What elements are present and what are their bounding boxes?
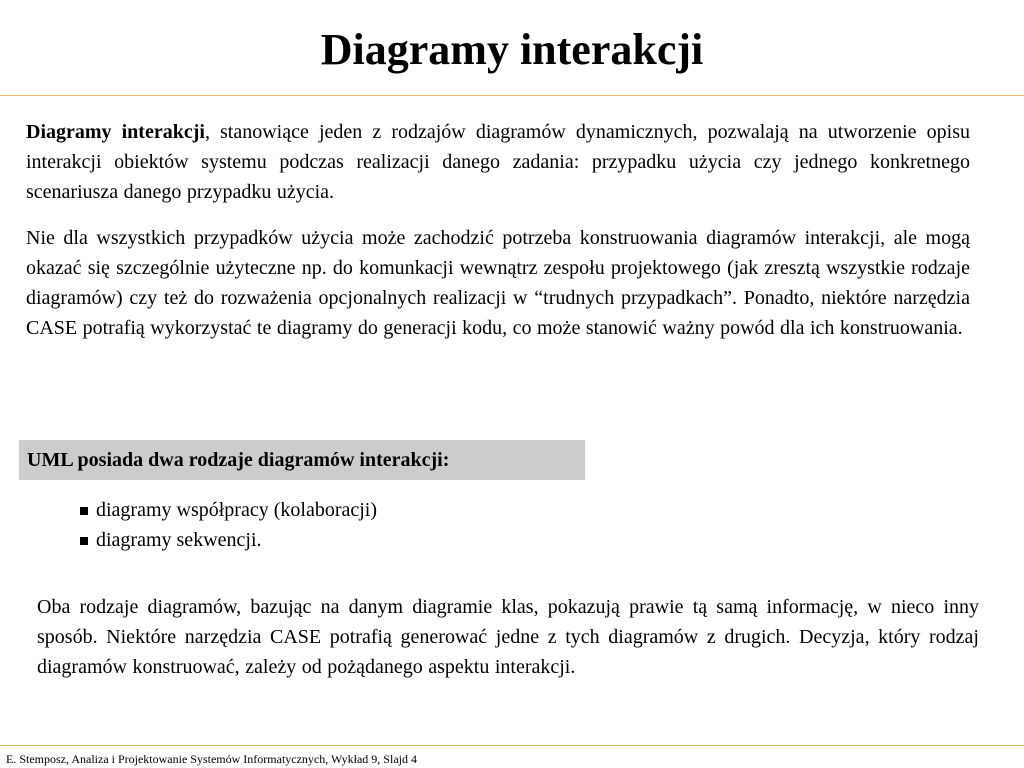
- slide-title: Diagramy interakcji: [320, 25, 704, 74]
- title-divider: [0, 95, 1024, 96]
- intro-lead-term: Diagramy interakcji: [26, 121, 205, 143]
- banner-heading: UML posiada dwa rodzaje diagramów interakcji:: [27, 449, 450, 471]
- footer-divider: [0, 745, 1024, 746]
- summary-paragraph: Oba rodzaje diagramów, bazując na danym diagramie klas, pokazują prawie tą samą informację, w nieco inny sposób. Niektóre narzędzia CASE potrafią generować jedne z tych diagramów z drugich. Decyzja, który rodzaj diagramów konstruować, zależy od pożądanego aspektu interakcji.: [37, 596, 979, 678]
- intro-text: , stanowiące jeden z rodzajów diagramów dynamicznych, pozwalają na utworzenie opisu interakcji obiektów systemu podczas realizacji danego zadania: przypadku użycia czy jednego konkretnego scenariusza danego przypadku użycia.: [26, 121, 970, 203]
- intro-paragraph: [26, 117, 970, 207]
- diagram-types-list: [80, 495, 377, 555]
- list-item-label: diagramy sekwencji.: [96, 529, 262, 551]
- usage-paragraph: Nie dla wszystkich przypadków użycia może zachodzić potrzeba konstruowania diagramów interakcji, ale mogą okazać się szczególnie użyteczne np. do komunkacji wewnątrz zespołu projektowego (jak zresztą wszystkie rodzaje diagramów) czy też do rozważenia opcjonalnych realizacji w “trudnych przypadkach”. Ponadto, niektóre narzędzia CASE potrafią wykorzystać te diagramy do generacji kodu, co może stanowić ważny powód dla ich konstruowania.: [26, 227, 970, 339]
- square-bullet-icon: [80, 507, 88, 515]
- slide-footer: E. Stemposz, Analiza i Projektowanie Systemów Informatycznych, Wykład 9, Slajd 4: [6, 752, 417, 766]
- square-bullet-icon: [80, 537, 88, 545]
- section-banner: [19, 440, 585, 480]
- list-item: [80, 525, 377, 555]
- list-item: [80, 495, 377, 525]
- list-item-label: diagramy współpracy (kolaboracji): [96, 499, 378, 521]
